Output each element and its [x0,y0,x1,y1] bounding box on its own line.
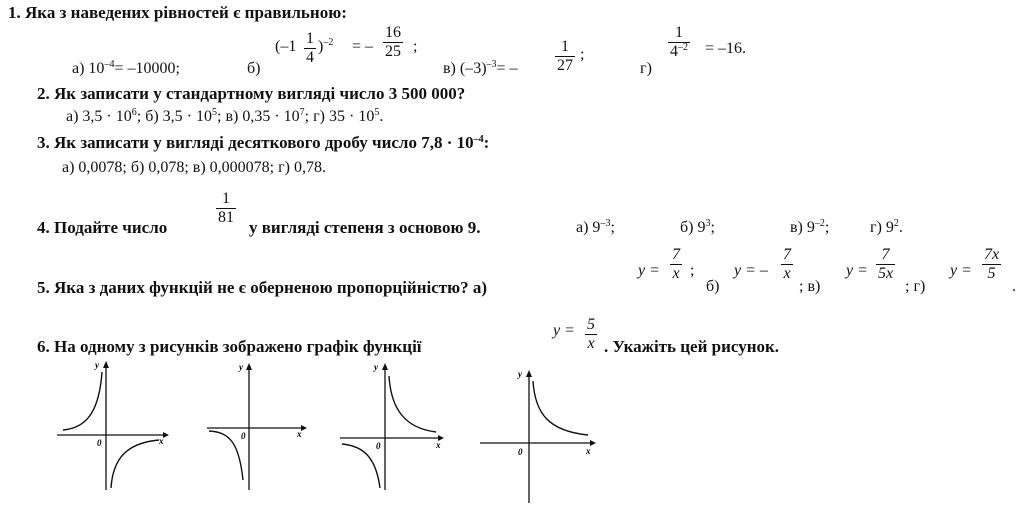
graph-option-2[interactable] [205,358,315,493]
q1-option-b-equals: = – [352,38,374,55]
graph-option-1[interactable] [55,358,170,493]
curve-branch-upper-right [389,376,436,432]
graph-option-4[interactable] [478,365,603,505]
q1-option-a: а) $10^{-4}= -10000$; [72,59,180,77]
graph-option-3[interactable] [338,358,453,493]
question-6-title: 6. На одному з рисунків зображено графік функції [37,337,422,356]
y-axis-label: y [374,362,378,372]
q5-option-b-fraction: $\frac{7}{x}$ [783,246,791,282]
y-axis-label: y [95,360,99,370]
q1-option-b-open: (–1 [275,38,297,55]
q5-option-v-y: y = [846,262,868,279]
q5-option-g-fraction: $\frac{7x}{5}$ [984,246,1000,282]
q1-option-g-label: г) [640,60,652,77]
y-axis-arrow-icon [103,361,109,368]
q1-option-b-mixed-fraction: $\frac{1}{4}$ [306,30,314,66]
question-4-suffix: у вигляді степеня з основою 9. [249,218,481,237]
q1-option-b-result-fraction: $\frac{16}{25}$ [385,24,401,60]
x-axis-label: x [297,429,302,439]
q5-option-b-end: ; в) [799,278,821,295]
origin-label: 0 [97,438,102,448]
curve-branch-lower-left [209,431,243,480]
y-axis-arrow-icon [246,363,252,370]
q1-option-v-fraction: $\frac{1}{27}$ [557,38,573,74]
q5-option-a-y: y = [638,262,660,279]
x-axis-label: x [159,436,164,446]
q4-option-g: г) $9^2$. [870,218,903,236]
q5-option-a-fraction: $\frac{7}{x}$ [672,246,680,282]
q5-option-a-end: ; [690,262,695,279]
y-axis-label: y [239,362,243,372]
q5-option-g-end: . [1012,278,1016,295]
x-axis-arrow-icon [163,432,169,438]
x-axis-arrow-icon [590,440,596,446]
origin-label: 0 [518,447,523,457]
origin-label: 0 [241,431,246,441]
q1-option-g-result: = –16. [705,40,747,57]
x-axis-label: x [436,440,441,450]
question-2-title: 2. Як записати у стандартному вигляді число 3 500 000? [37,84,466,103]
question-6-suffix: . Укажіть цей рисунок. [604,337,780,356]
q4-option-b: б) $9^3$; [680,218,715,236]
y-axis-label: y [518,369,522,379]
curve-branch-lower-left [342,444,380,488]
q1-option-b-semicolon: ; [413,38,418,55]
q5-option-v-fraction: $\frac{7}{5x}$ [878,246,894,282]
y-axis-arrow-icon [526,370,532,377]
q1-option-g-fraction: $\frac{1}{4^{-2}}$ [670,24,688,60]
q4-fraction: $\frac{1}{81}$ [218,190,234,226]
q5-option-g-y: y = [950,262,972,279]
q1-option-b-close: )$^{-2}$ [318,37,334,55]
question-4-prefix: 4. Подайте число [37,218,168,237]
q6-y: y = [553,322,575,339]
x-axis-arrow-icon [301,425,307,431]
q3-options: а) 0,0078; б) 0,078; в) 0,000078; г) 0,78. [62,159,327,176]
q5-option-v-end: ; г) [905,278,926,295]
question-3-title: 3. Як записати у вигляді десяткового дробу число $7,8 \cdot 10^{-4}$: [37,133,490,152]
origin-label: 0 [376,441,381,451]
curve-branch-lower-right [111,440,159,488]
x-axis-label: x [586,446,591,456]
q5-option-b-label: б) [706,278,720,295]
curve-branch-upper-right [533,381,588,435]
q1-option-v-label: в) $(-3)^{-3}=$ – [443,59,518,77]
q4-option-v: в) $9^{-2}$; [790,218,830,236]
q1-option-b-label: б) [247,60,261,77]
q1-option-v-semicolon: ; [580,46,585,63]
q5-option-b-y: y = – [734,262,768,279]
question-5-title: 5. Яка з даних функцій не є оберненою пропорційністю? а) [37,278,488,297]
q6-fraction: $\frac{5}{x}$ [587,316,595,352]
question-1-title: 1. Яка з наведених рівностей є правильною: [8,3,347,22]
curve-branch-upper-left [63,372,102,430]
q2-options: а) $3,5 \cdot 10^6$; б) $3,5 \cdot 10^5$; в) $0,35 \cdot 10^7$; г) $35 \cdot 10^5$. [66,107,384,125]
q4-option-a: а) $9^{-3}$; [576,218,615,236]
y-axis-arrow-icon [382,363,388,370]
